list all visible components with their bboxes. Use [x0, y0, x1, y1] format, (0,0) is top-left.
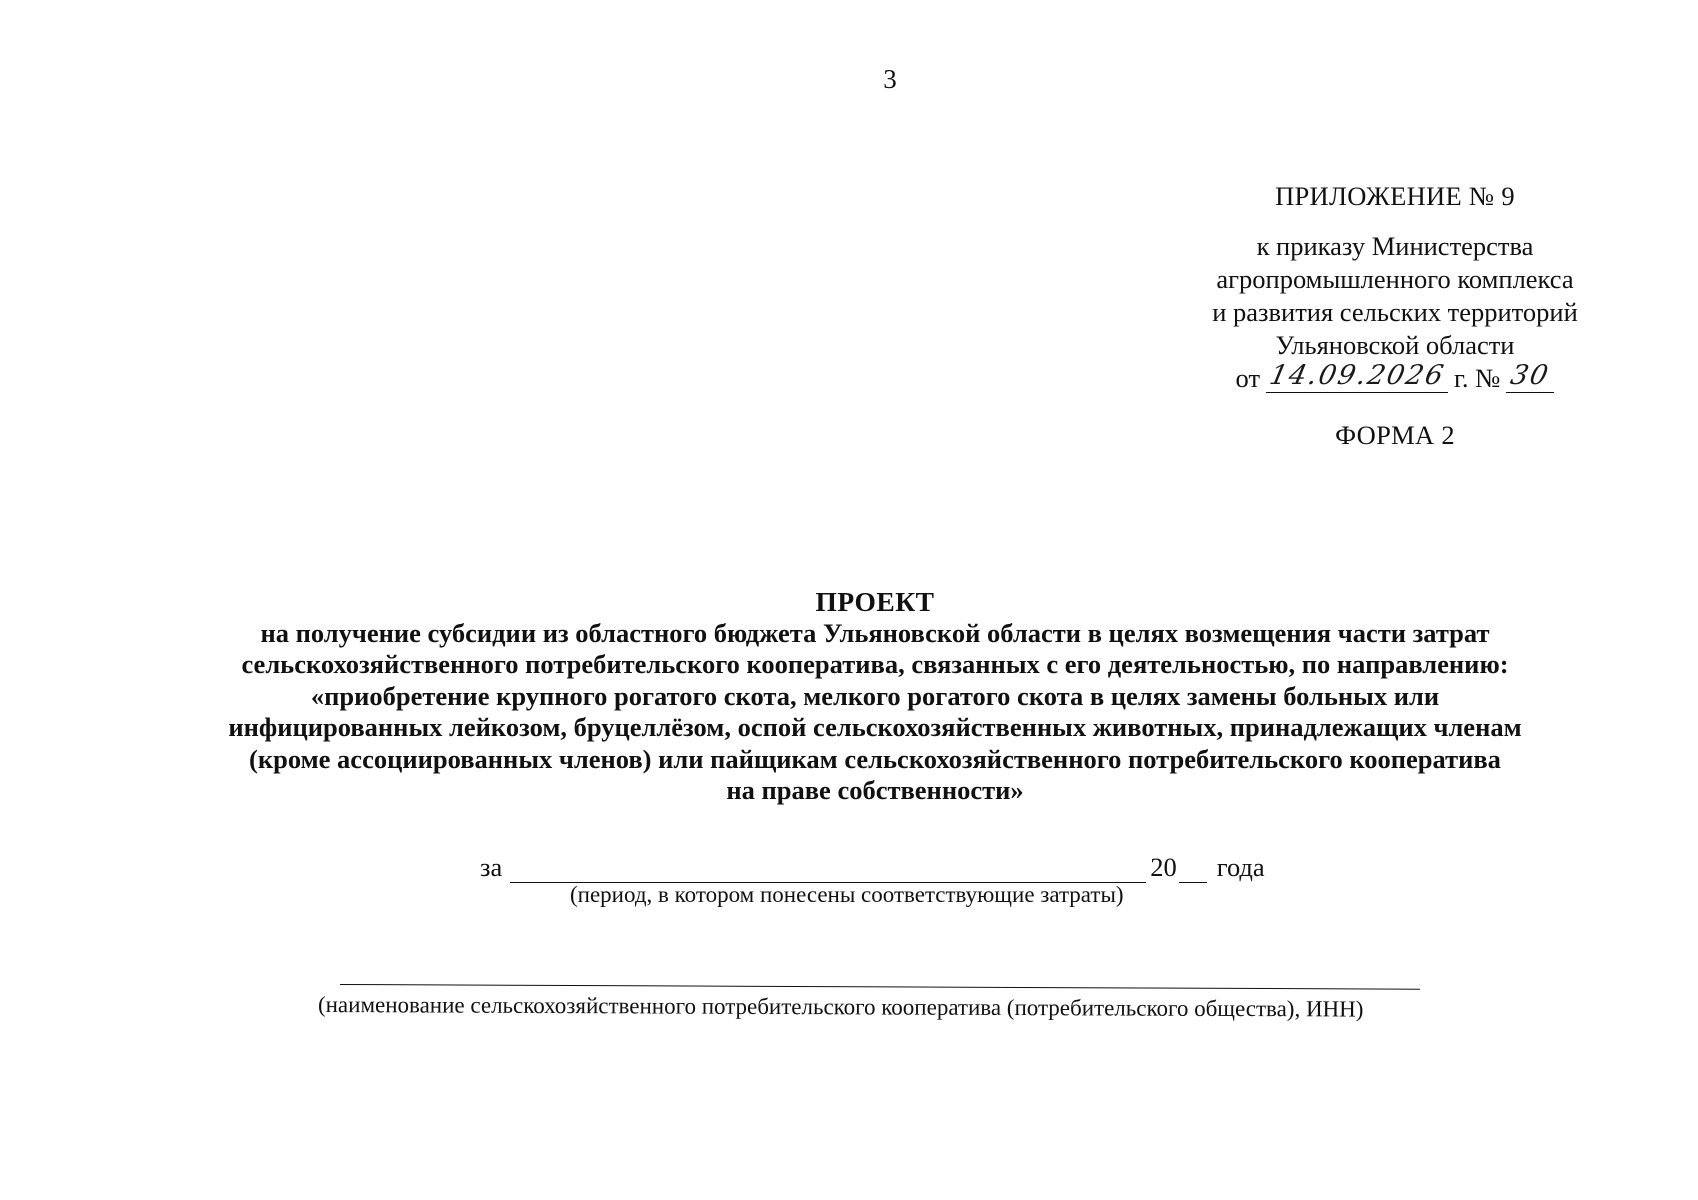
heading-line-3: «приобретение крупного рогатого скота, мелкого рогатого скота в целях замены больных или [310, 680, 1440, 711]
cooperative-caption: (наименование сельскохозяйственного потребительского кооператива (потребительского общества), ИНН) [317, 992, 1364, 1022]
order-line-1: к приказу Министерства [1256, 231, 1534, 261]
order-date-handwritten: 14.09.2026 [1266, 360, 1448, 391]
heading-line-2: сельскохозяйственного потребительского кооператива, связанных с его деятельностью, по направлению: [241, 649, 1509, 679]
heading-line-5: (кроме ассоциированных членов) или пайщикам сельскохозяйственного потребительского кооператива [249, 743, 1501, 774]
year-prefix: 20 [1150, 852, 1177, 882]
period-prefix: за [480, 852, 503, 882]
period-caption: (период, в котором понесены соответствующие затраты) [570, 882, 1124, 907]
period-blank-field[interactable] [510, 856, 1146, 883]
appendix-title: ПРИЛОЖЕНИЕ № 9 [1275, 181, 1515, 211]
cooperative-name-field[interactable] [340, 984, 1420, 990]
order-number-field [1506, 362, 1554, 393]
year-blank-field[interactable] [1179, 856, 1207, 883]
document-heading [150, 586, 1600, 807]
order-date-row [1236, 362, 1555, 395]
period-row [480, 852, 1265, 883]
order-number-prefix: г. № [1454, 363, 1501, 393]
heading-line-4: инфицированных лейкозом, бруцеллёзом, оспой сельскохозяйственных животных, принадлежащих членам [228, 712, 1522, 742]
appendix-header [1170, 180, 1620, 452]
form-label: ФОРМА 2 [1335, 420, 1455, 450]
year-suffix: года [1216, 852, 1265, 882]
order-line-2: агропромышленного комплекса [1216, 264, 1574, 294]
date-prefix: от [1235, 363, 1261, 393]
page-number: 3 [883, 64, 897, 94]
order-line-4: Ульяновской области [1275, 330, 1515, 360]
order-line-3: и развития сельских территорий [1212, 297, 1578, 327]
heading-line-6: на праве собственности» [726, 775, 1024, 805]
heading-title: ПРОЕКТ [815, 586, 935, 617]
heading-line-1: на получение субсидии из областного бюджета Ульяновской области в целях возмещения части затрат [260, 617, 1490, 648]
order-number-handwritten: 30 [1507, 360, 1553, 391]
order-date-field [1266, 362, 1448, 393]
